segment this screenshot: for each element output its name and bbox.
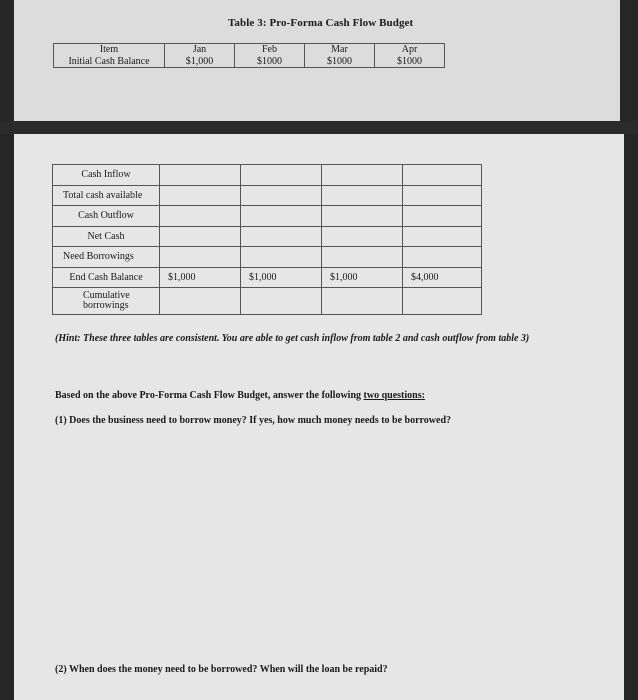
- cell-mar[interactable]: $1,000: [322, 267, 403, 288]
- cell-feb[interactable]: [241, 226, 322, 247]
- header-mar: Mar: [305, 44, 375, 56]
- cell-apr[interactable]: [403, 165, 482, 186]
- cell-feb[interactable]: [241, 247, 322, 268]
- cell-mar[interactable]: [322, 226, 403, 247]
- cell-mar[interactable]: [322, 247, 403, 268]
- cell-apr[interactable]: $4,000: [403, 267, 482, 288]
- cell-apr[interactable]: [403, 288, 482, 315]
- header-apr: Apr: [375, 44, 445, 56]
- table-row: [53, 165, 482, 186]
- cell-jan[interactable]: [160, 226, 241, 247]
- table-row: [53, 206, 482, 227]
- cell-apr[interactable]: [403, 185, 482, 206]
- row-label-line1: Cumulative: [83, 290, 130, 301]
- cell-jan[interactable]: $1,000: [160, 267, 241, 288]
- table-header-row: [54, 44, 445, 56]
- header-jan: Jan: [165, 44, 235, 56]
- table-row: [53, 185, 482, 206]
- table-row: [53, 226, 482, 247]
- table-row: [53, 267, 482, 288]
- row-label: Total cash available: [53, 185, 160, 206]
- cell-feb[interactable]: [241, 165, 322, 186]
- row-label: Need Borrowings: [53, 247, 160, 268]
- cell-item: Initial Cash Balance: [54, 55, 165, 68]
- cell-mar[interactable]: [322, 165, 403, 186]
- question-2: (2) When does the money need to be borrowed? When will the loan be repaid?: [55, 664, 388, 675]
- hint-text: (Hint: These three tables are consistent. You are able to get cash inflow from table 2 and cash outflow from table 3): [55, 333, 530, 344]
- initial-balance-table: [53, 43, 445, 68]
- page-divider: [0, 121, 638, 134]
- table-row: [54, 55, 445, 68]
- cash-flow-budget-table: [52, 164, 482, 315]
- intro-underlined: two questions:: [363, 390, 425, 401]
- cell-jan[interactable]: [160, 206, 241, 227]
- cell-mar[interactable]: [322, 288, 403, 315]
- cell-jan[interactable]: [160, 247, 241, 268]
- cell-apr[interactable]: [403, 247, 482, 268]
- cell-apr: $1000: [375, 55, 445, 68]
- cell-mar: $1000: [305, 55, 375, 68]
- row-label: End Cash Balance: [53, 267, 160, 288]
- cell-apr[interactable]: [403, 206, 482, 227]
- cell-feb: $1000: [235, 55, 305, 68]
- row-label: [53, 288, 160, 315]
- questions-intro: [55, 390, 425, 401]
- row-label: Cash Inflow: [53, 165, 160, 186]
- cell-jan[interactable]: [160, 165, 241, 186]
- intro-text: Based on the above Pro-Forma Cash Flow Budget, answer the following: [55, 390, 364, 401]
- table-row: [53, 288, 482, 315]
- header-item: Item: [54, 44, 165, 56]
- cell-apr[interactable]: [403, 226, 482, 247]
- table-row: [53, 247, 482, 268]
- cell-jan[interactable]: [160, 185, 241, 206]
- table-title: Table 3: Pro-Forma Cash Flow Budget: [228, 17, 414, 29]
- cell-mar[interactable]: [322, 185, 403, 206]
- cell-feb[interactable]: [241, 185, 322, 206]
- row-label: Cash Outflow: [53, 206, 160, 227]
- row-label-line2: borrowings: [83, 300, 129, 311]
- cell-mar[interactable]: [322, 206, 403, 227]
- cell-feb[interactable]: [241, 288, 322, 315]
- row-label: Net Cash: [53, 226, 160, 247]
- question-1: (1) Does the business need to borrow money? If yes, how much money needs to be borrowed?: [55, 415, 452, 426]
- cell-feb[interactable]: [241, 206, 322, 227]
- cell-jan: $1,000: [165, 55, 235, 68]
- cell-jan[interactable]: [160, 288, 241, 315]
- header-feb: Feb: [235, 44, 305, 56]
- cell-feb[interactable]: $1,000: [241, 267, 322, 288]
